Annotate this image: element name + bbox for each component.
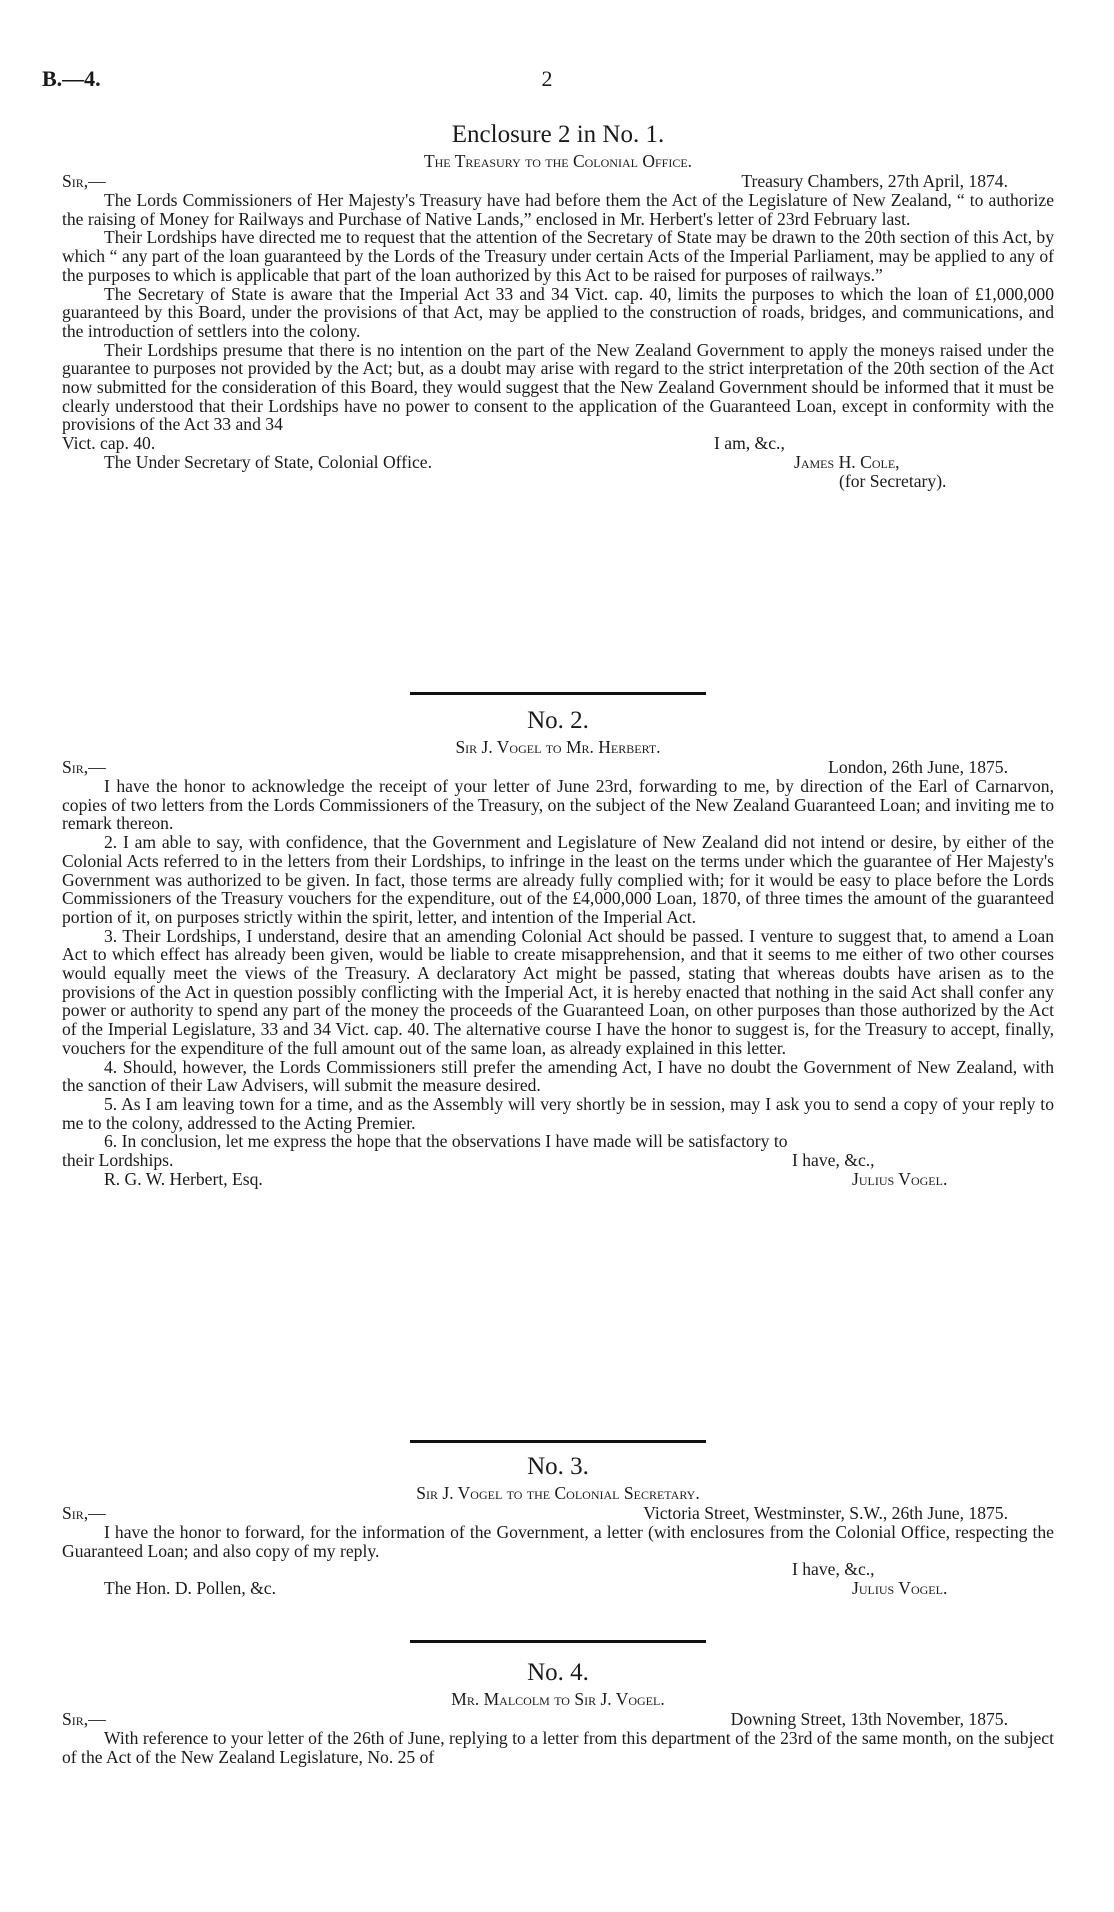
page-number: 2 [541,66,553,91]
document-reference: B.—4. [42,66,101,91]
signature-row [62,1579,1054,1598]
place-date: Treasury Chambers, 27th April, 1874. [741,171,1008,191]
place-date: Downing Street, 13th November, 1875. [730,1709,1008,1729]
salutation-row [62,1504,1054,1523]
letter-no2-section [62,706,1054,1189]
closing-row [62,1151,1054,1170]
signature-note: (for Secretary). [839,471,947,492]
signature: Julius Vogel. [852,1169,948,1190]
section-title: No. 4. [527,1659,589,1686]
section-subtitle: Mr. Malcolm to Sir J. Vogel. [451,1689,665,1709]
closing-line-left: Vict. cap. 40. [62,433,156,454]
paragraph: 4. Should, however, the Lords Commissioners still prefer the amending Act, I have no doubt the Government of New Zealand, with the sanction of their Law Advisers, will submit the measure desired. [62,1056,1054,1096]
addressee: The Hon. D. Pollen, &c. [104,1578,277,1599]
section-divider [410,1640,706,1643]
section-divider [410,1440,706,1443]
paragraph: 3. Their Lordships, I understand, desire that an amending Colonial Act should be passed. I venture to suggest that, to amend a Loan Act to which effect has already been given, would be liable to create misapprehension, and that it seems to me either of two other courses would equally meet the views of the Treasury. A declaratory Act might be passed, stating that whereas doubts have arisen as to the provisions of the Act in question possibly conflicting with the Imperial Act, it is hereby enacted that nothing in the said Act shall confer any power or authority to spend any part of the money the proceeds of the Guaranteed Loan, on other purposes than those authorized by the Act of the Imperial Legislature, 33 and 34 Vict. cap. 40. The alternative course I have the honor to suggest is, for the Treasury to accept, finally, vouchers for the expenditure of the full amount out of the same loan, as already explained in this letter. [62,925,1054,1058]
paragraph: The Secretary of State is aware that the Imperial Act 33 and 34 Vict. cap. 40, limits the purposes to which the loan of £1,000,000 guaranteed by this Board, under the provisions of that Act, may be applied to the construction of roads, bridges, and communications, and the introduction of settlers into the colony. [62,283,1054,341]
closing: I am, &c., [714,433,785,454]
closing-row [62,434,1054,453]
salutation-row [62,758,1054,777]
closing: I have, &c., [792,1559,875,1580]
salutation: Sir,— [62,1709,106,1729]
paragraph: I have the honor to acknowledge the receipt of your letter of June 23rd, forwarding to me, by direction of the Earl of Carnarvon, copies of two letters from the Lords Commissioners of the Treasury, on the subject of the New Zealand Guaranteed Loan; and inviting me to remark thereon. [62,776,1054,834]
section-title: No. 3. [527,1453,589,1480]
signature-row [62,1170,1054,1189]
salutation: Sir,— [62,1503,106,1523]
section-subtitle: Sir J. Vogel to Mr. Herbert. [455,737,661,757]
page-header [42,66,1052,96]
closing: I have, &c., [792,1150,875,1171]
salutation-row [62,172,1054,191]
signature-row [62,453,1054,472]
letter-no3-section [62,1452,1054,1598]
paragraph: Their Lordships have directed me to request that the attention of the Secretary of State may be drawn to the 20th section of this Act, by which “ any part of the loan guaranteed by the Lords of the Treasury under certain Acts of the Imperial Parliament, may be applied to any of the purposes to which is applicable that part of the loan authorized by this Act to be raised for purposes of railways.” [62,227,1054,285]
section-title: No. 2. [527,707,589,734]
section-subtitle: The Treasury to the Colonial Office. [423,151,693,171]
paragraph: 6. In conclusion, let me express the hope that the observations I have made will be satisfactory to [104,1131,788,1152]
section-title: Enclosure 2 in No. 1. [451,121,665,148]
paragraph: 2. I am able to say, with confidence, that the Government and Legislature of New Zealand did not intend or desire, by either of the Colonial Acts referred to in the letters from their Lordships, to infringe in the least on the terms under which the guarantee of Her Majesty's Government was authorized to be given. In fact, those terms are already fully complied with; for it would be easy to place before the Lords Commissioners of the Treasury vouchers for the expenditure, out of the £4,000,000 Loan, 1870, of three times the amount of the guaranteed portion of it, on purposes strictly within the spirit, letter, and intention of the Imperial Act. [62,832,1054,927]
signature: Julius Vogel. [852,1578,948,1599]
salutation: Sir,— [62,757,106,777]
signature: James H. Cole, [794,452,900,473]
signature-note-row [62,472,1054,491]
closing-line-left: their Lordships. [62,1150,174,1171]
section-subtitle: Sir J. Vogel to the Colonial Secretary. [416,1483,700,1503]
enclosure-section [62,120,1054,491]
salutation-row [62,1710,1054,1729]
salutation: Sir,— [62,171,106,191]
closing-row [62,1560,1054,1579]
place-date: Victoria Street, Westminster, S.W., 26th June, 1875. [643,1503,1008,1523]
paragraph: With reference to your letter of the 26th of June, replying to a letter from this department of the 23rd of the same month, on the subject of the Act of the New Zealand Legislature, No. 25 of [62,1728,1054,1767]
section-divider [410,692,706,695]
paragraph: Their Lordships presume that there is no intention on the part of the New Zealand Government to apply the moneys raised under the guarantee to purposes not provided by the Act; but, as a doubt may arise with regard to the strict interpretation of the 20th section of the Act now submitted for the consideration of this Board, they would suggest that the New Zealand Government should be informed that it must be clearly understood that their Lordships have no power to consent to the application of the Guaranteed Loan, except in conformity with the provisions of the Act 33 and 34 [62,339,1054,435]
paragraph: 5. As I am leaving town for a time, and as the Assembly will very shortly be in session, may I ask you to send a copy of your reply to me to the colony, addressed to the Acting Premier. [62,1093,1054,1133]
paragraph: The Lords Commissioners of Her Majesty's Treasury have had before them the Act of the Legislature of New Zealand, “ to authorize the raising of Money for Railways and Purchase of Native Lands,” enclosed in Mr. Herbert's letter of 23rd February last. [62,190,1054,229]
addressee: The Under Secretary of State, Colonial Office. [104,452,432,473]
addressee: R. G. W. Herbert, Esq. [104,1169,263,1190]
place-date: London, 26th June, 1875. [828,757,1008,777]
letter-no4-section [62,1658,1054,1766]
paragraph: I have the honor to forward, for the information of the Government, a letter (with enclosures from the Colonial Office, respecting the Guaranteed Loan; and also copy of my reply. [62,1522,1054,1561]
